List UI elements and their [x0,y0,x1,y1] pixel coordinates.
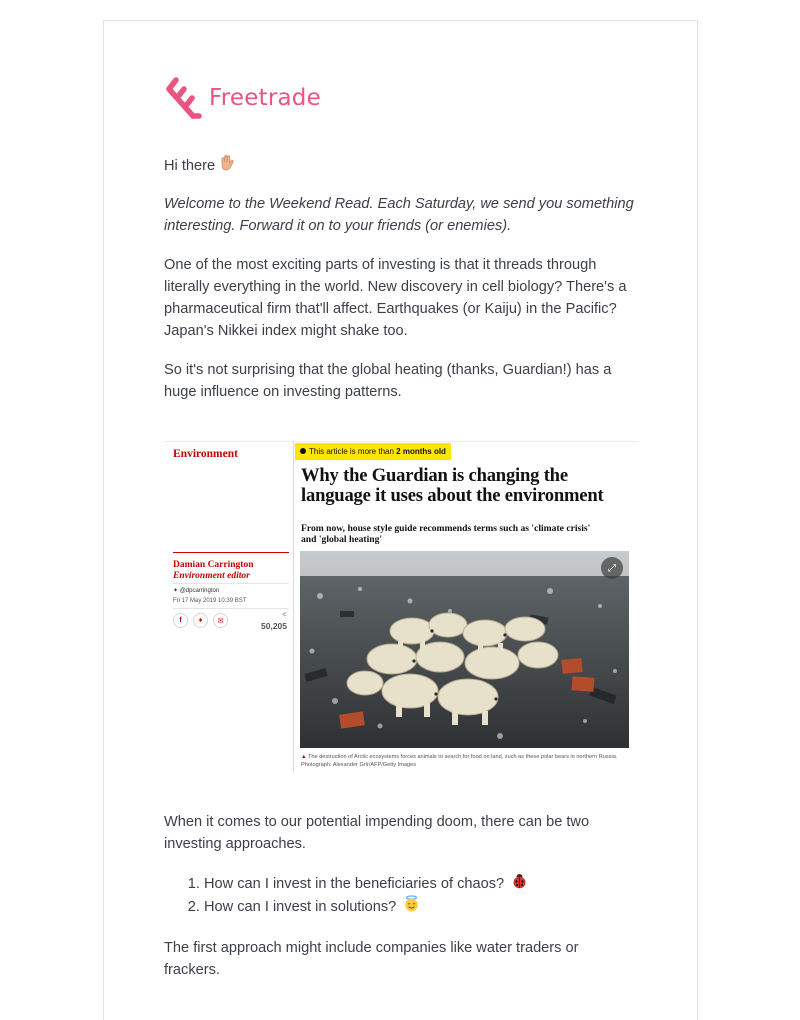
email-card [103,20,698,1020]
intro-paragraph [164,193,638,237]
byline-rule [173,552,289,553]
article-date: Fri 17 May 2019 10.39 BST [173,598,247,604]
caption-triangle-icon: ▲ [301,754,307,760]
article-age-badge [295,443,451,460]
polar-bears-illustration [300,551,629,748]
approach-2-text: How can I invest in solutions? [204,899,397,915]
greeting: Hi there [164,158,216,174]
polar-bears-photo [300,551,629,748]
paragraph-4: The first approach might include companies like water traders or frackers. [164,940,579,978]
handle-rule [173,583,289,584]
paragraph-1: One of the most exciting parts of investing is that it threads through literally everything in the world. New discovery in cell biology? There's a pharmaceutical firm that'll affect. Earthquakes (or Kaiju) in the Pacific? Japan's Nikkei index might shake too. [164,257,627,339]
twitter-share-icon: ♦ [193,613,208,628]
paragraph-3: When it comes to our potential impending doom, there can be two investing approaches. [164,814,590,852]
caption-text: The destruction of Arctic ecosystems forces animals to search for food on land, such as these polar bears in northern Russia. Photograph: Alexander Grir/AFP/Getty Images [301,754,618,768]
list-item [204,872,638,895]
article-section: Environment [173,448,238,460]
guardian-article-image[interactable] [164,441,638,771]
smiling-face-with-halo-icon [403,895,420,912]
approaches-list [204,872,638,918]
intro-text: Welcome to the Weekend Read. Each Saturday, we send you something interesting. Forward it on to your friends (or enemies). [164,196,634,234]
list-item [204,895,638,918]
badge-prefix: This article is more than [309,447,394,456]
share-count: 50,205 [261,621,287,631]
freetrade-logo[interactable] [164,76,321,120]
freetrade-logo-icon [164,76,202,120]
badge-age: 2 months old [396,447,446,456]
share-rule [173,608,289,609]
twitter-handle: @dpcarrington [179,588,220,594]
column-divider [293,442,294,772]
article-headline: Why the Guardian is changing the language it uses about the environment [301,465,604,506]
facebook-share-icon: f [173,613,188,628]
share-icon: < [282,610,287,619]
expand-icon: ⤢ [601,557,623,579]
brand-name: Freetrade [209,85,321,111]
paragraph-2: So it's not surprising that the global heating (thanks, Guardian!) has a huge influence on investing patterns. [164,362,612,400]
article-author: Damian Carrington [173,560,254,570]
photo-caption [301,753,631,769]
author-twitter [173,587,219,594]
author-role: Environment editor [173,571,250,581]
article-standfirst: From now, house style guide recommends terms such as 'climate crisis' and 'global heating' [301,523,591,545]
greeting-line [164,154,638,177]
clock-icon [300,448,306,454]
approach-1-text: How can I invest in the beneficiaries of chaos? [204,876,505,892]
ladybug-icon [511,872,528,889]
email-share-icon: ✉ [213,613,228,628]
twitter-icon: ✦ [173,588,179,594]
waving-hand-icon [218,154,235,171]
